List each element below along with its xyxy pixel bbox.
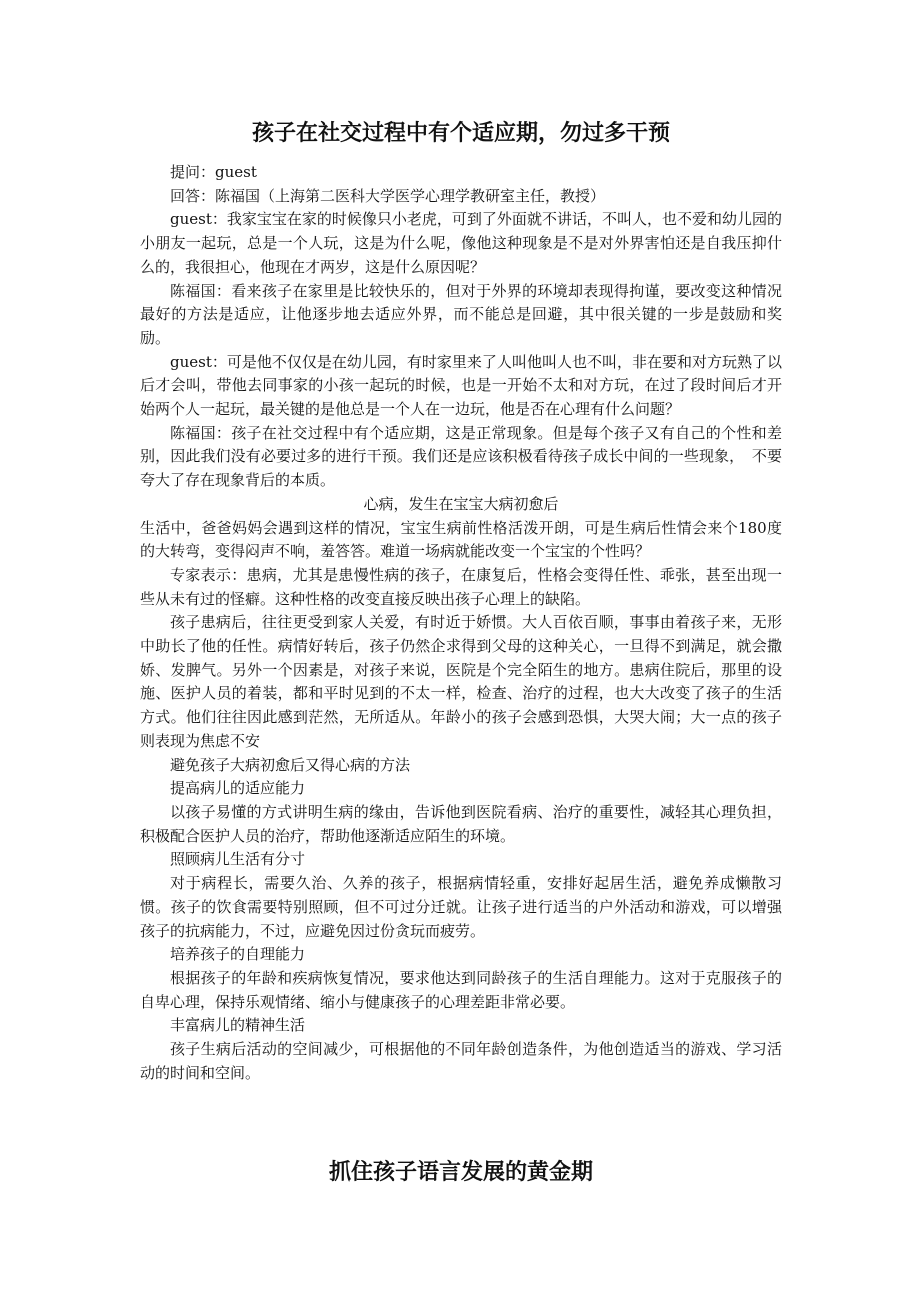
qa-question-1: guest：我家宝宝在家的时候像只小老虎，可到了外面就不讲话，不叫人，也不爱和幼儿园的小朋友一起玩，总是一个人玩，这是为什么呢，像他这种现象是不是对外界害怕还是自我压抑什么的，我很担心，他现在才两岁，这是什么原因呢？ xyxy=(140,210,782,276)
method-2-text: 对于病程长，需要久治、久养的孩子，根据病情轻重，安排好起居生活，避免养成懒散习惯。孩子的饮食需要特别照顾，但不可过分迁就。让孩子进行适当的户外活动和游戏，可以增强孩子的抗病能力，不过，应避免因过份贪玩而疲劳。 xyxy=(140,874,782,940)
qa-answer-2: 陈福国：孩子在社交过程中有个适应期，这是正常现象。但是每个孩子又有自己的个性和差别，因此我们没有必要过多的进行干预。我们还是应该积极看待孩子成长中间的一些现象， 不要夸大了存在现象背后的本质。 xyxy=(140,423,782,490)
method-1-text: 以孩子易懂的方式讲明生病的缘由，告诉他到医院看病、治疗的重要性，减轻其心理负担，积极配合医护人员的治疗，帮助他逐渐适应陌生的环境。 xyxy=(140,802,782,845)
section-intro: 生活中，爸爸妈妈会遇到这样的情况，宝宝生病前性格活泼开朗，可是生病后性情会来个180度的大转弯，变得闷声不响，羞答答。难道一场病就能改变一个宝宝的个性吗？ xyxy=(140,518,782,561)
method-4-heading: 丰富病儿的精神生活 xyxy=(170,1016,306,1035)
qa-question-2: guest：可是他不仅仅是在幼儿园，有时家里来了人叫他叫人也不叫，非在要和对方玩熟了以后才会叫，带他去同事家的小孩一起玩的时候，也是一开始不太和对方玩，在过了段时间后才开始两个人一起玩，最关键的是他总是一个人在一边玩，他是否在心理有什么问题？ xyxy=(140,352,782,419)
second-article-title: 抓住孩子语言发展的黄金期 xyxy=(328,1160,593,1185)
question-asker: 提问：guest xyxy=(170,163,257,181)
qa-answer-1: 陈福国：看来孩子在家里是比较快乐的，但对于外界的环境却表现得拘谨，要改变这种情况最好的方法是适应，让他逐步地去适应外界，而不能总是回避，其中很关键的一步是鼓励和奖励。 xyxy=(140,281,782,347)
method-1-heading: 提高病儿的适应能力 xyxy=(170,779,306,798)
method-3-text: 根据孩子的年龄和疾病恢复情况，要求他达到同龄孩子的生活自理能力。这对于克服孩子的自卑心理，保持乐观情绪、缩小与健康孩子的心理差距非常必要。 xyxy=(140,968,782,1011)
expert-statement: 专家表示：患病，尤其是患慢性病的孩子，在康复后，性格会变得任性、乖张，甚至出现一些从未有过的怪癖。这种性格的改变直接反映出孩子心理上的缺陷。 xyxy=(140,565,782,608)
article-title: 孩子在社交过程中有个适应期，勿过多干预 xyxy=(251,121,670,146)
section-heading: 心病，发生在宝宝大病初愈后 xyxy=(363,494,559,513)
method-3-heading: 培养孩子的自理能力 xyxy=(170,945,306,964)
answer-expert: 回答：陈福国（上海第二医科大学医学心理学教研室主任，教授） xyxy=(170,186,606,205)
methods-heading: 避免孩子大病初愈后又得心病的方法 xyxy=(170,755,411,774)
method-2-heading: 照顾病儿生活有分寸 xyxy=(170,850,306,869)
method-4-text: 孩子生病后活动的空间减少，可根据他的不同年龄创造条件，为他创造适当的游戏、学习活动的时间和空间。 xyxy=(140,1040,782,1082)
article-body xyxy=(140,161,782,1085)
cause-paragraph: 孩子患病后，往往更受到家人关爱，有时近于娇惯。大人百依百顺，事事由着孩子来，无形中助长了他的任性。病情好转后，孩子仍然企求得到父母的这种关心，一旦得不到满足，就会撒娇、发脾气。另外一个因素是，对孩子来说，医院是个完全陌生的地方。患病住院后，那里的设施、医护人员的着装，都和平时见到的不太一样，检查、治疗的过程，也大大改变了孩子的生活方式。他们往往因此感到茫然，无所适从。年龄小的孩子会感到恐惧，大哭大闹；大一点的孩子则表现为焦虑不安 xyxy=(140,613,782,750)
